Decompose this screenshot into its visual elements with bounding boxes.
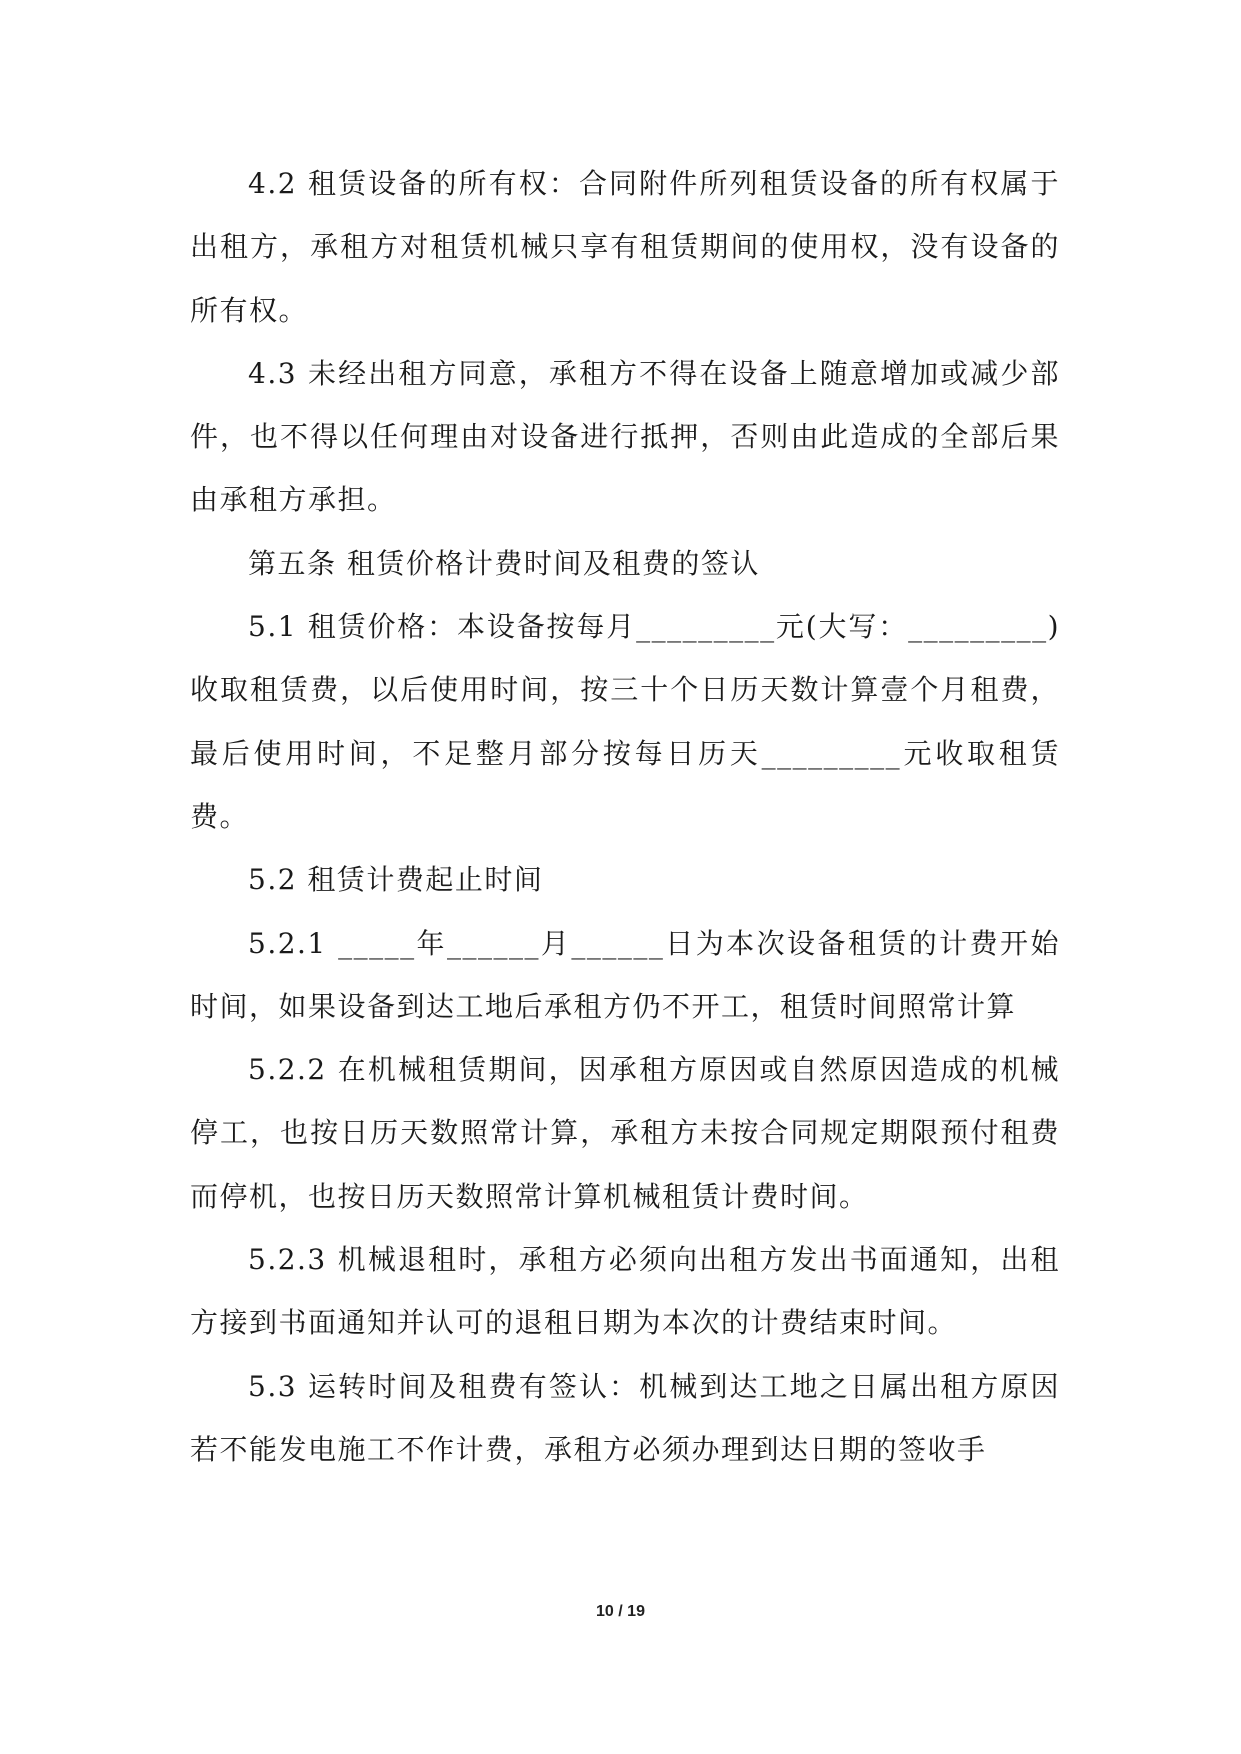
clause-5-2-1: 5.2.1 _____年______月______日为本次设备租赁的计费开始时间，如果设备到达工地后承租方仍不开工，租赁时间照常计算 [190, 926, 1060, 1023]
clause-5-2-2: 5.2.2 在机械租赁期间，因承租方原因或自然原因造成的机械停工，也按日历天数照常计算，承租方未按合同规定期限预付租费而停机，也按日历天数照常计算机械租赁计费时间。 [190, 1053, 1060, 1213]
clause-4-3: 4.3 未经出租方同意，承租方不得在设备上随意增加或减少部件，也不得以任何理由对设备进行抵押，否则由此造成的全部后果由承租方承担。 [190, 356, 1060, 517]
page-number: 10 / 19 [596, 1603, 645, 1620]
clause-5-2: 5.2 租赁计费起止时间 [248, 863, 544, 897]
clause-4-2: 4.2 租赁设备的所有权：合同附件所列租赁设备的所有权属于出租方，承租方对租赁机械只享有租赁期间的使用权，没有设备的所有权。 [190, 167, 1060, 327]
article-5-heading: 第五条 租赁价格计费时间及租费的签认 [248, 546, 760, 580]
clause-5-2-3: 5.2.3 机械退租时，承租方必须向出租方发出书面通知，出租方接到书面通知并认可的退租日期为本次的计费结束时间。 [190, 1243, 1060, 1340]
document-body [190, 152, 1060, 1481]
clause-5-3: 5.3 运转时间及租费有签认：机械到达工地之日属出租方原因若不能发电施工不作计费，承租方必须办理到达日期的签收手 [190, 1369, 1060, 1466]
clause-5-1: 5.1 租赁价格：本设备按每月_________元(大写：_________) 收取租赁费，以后使用时间，按三十个日历天数计算壹个月租费，最后使用时间，不足整月部分按每日历天_________元收取租赁费。 [190, 610, 1060, 833]
